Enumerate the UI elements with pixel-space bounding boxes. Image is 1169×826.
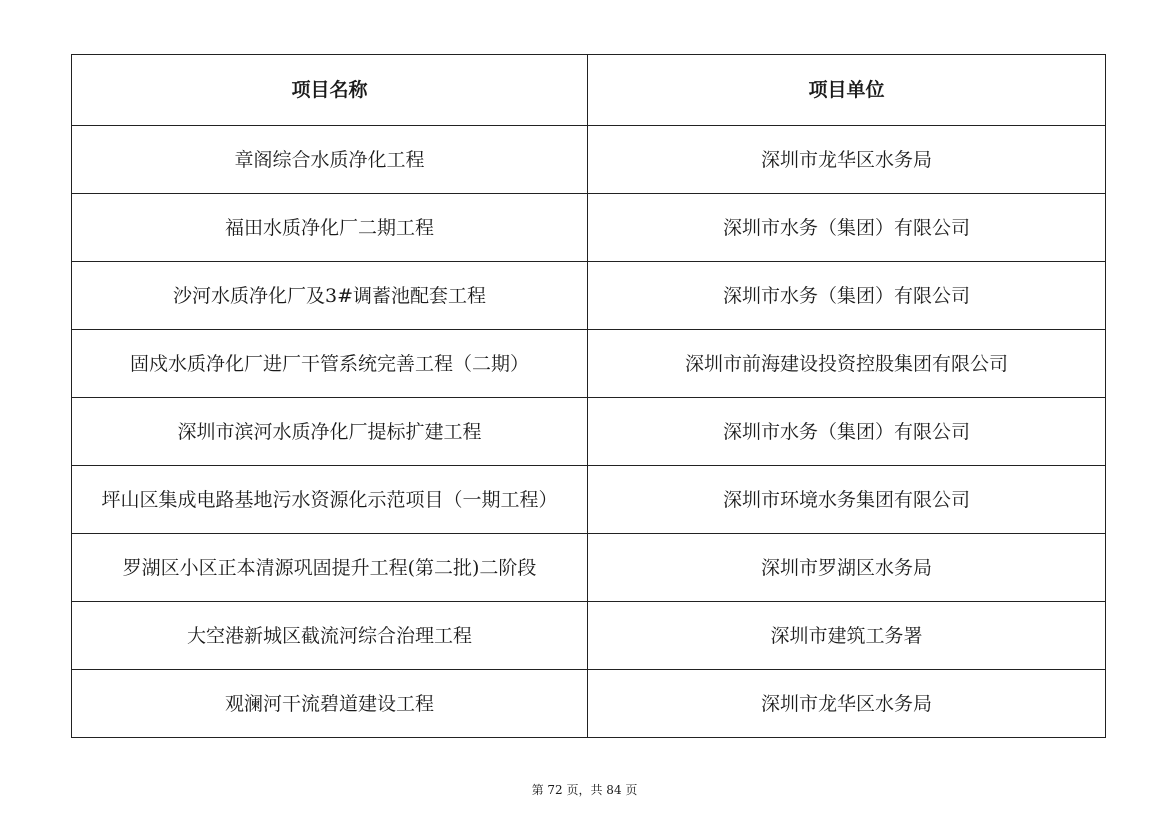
column-header-project-name: 项目名称 <box>72 55 588 126</box>
project-name-cell: 罗湖区小区正本清源巩固提升工程(第二批)二阶段 <box>72 534 588 602</box>
table-row <box>72 534 1106 602</box>
project-unit-cell: 深圳市水务（集团）有限公司 <box>588 262 1106 330</box>
project-unit-cell: 深圳市罗湖区水务局 <box>588 534 1106 602</box>
table-row <box>72 126 1106 194</box>
table-row <box>72 466 1106 534</box>
table-row <box>72 194 1106 262</box>
table-row <box>72 330 1106 398</box>
project-name-cell: 福田水质净化厂二期工程 <box>72 194 588 262</box>
project-name-cell: 观澜河干流碧道建设工程 <box>72 670 588 738</box>
table-row <box>72 398 1106 466</box>
project-unit-cell: 深圳市龙华区水务局 <box>588 670 1106 738</box>
project-name-cell: 固戍水质净化厂进厂干管系统完善工程（二期） <box>72 330 588 398</box>
project-name-cell: 坪山区集成电路基地污水资源化示范项目（一期工程） <box>72 466 588 534</box>
project-unit-cell: 深圳市建筑工务署 <box>588 602 1106 670</box>
project-table <box>71 54 1106 738</box>
project-unit-cell: 深圳市环境水务集团有限公司 <box>588 466 1106 534</box>
table-header-row <box>72 55 1106 126</box>
project-unit-cell: 深圳市前海建设投资控股集团有限公司 <box>588 330 1106 398</box>
project-unit-cell: 深圳市龙华区水务局 <box>588 126 1106 194</box>
project-name-cell: 章阁综合水质净化工程 <box>72 126 588 194</box>
table-row <box>72 602 1106 670</box>
table-row <box>72 670 1106 738</box>
page-number-footer: 第 72 页，共 84 页 <box>531 783 638 797</box>
table-row <box>72 262 1106 330</box>
project-name-cell: 沙河水质净化厂及3#调蓄池配套工程 <box>72 262 588 330</box>
project-name-cell: 大空港新城区截流河综合治理工程 <box>72 602 588 670</box>
column-header-project-unit: 项目单位 <box>588 55 1106 126</box>
project-unit-cell: 深圳市水务（集团）有限公司 <box>588 194 1106 262</box>
project-name-cell: 深圳市滨河水质净化厂提标扩建工程 <box>72 398 588 466</box>
project-unit-cell: 深圳市水务（集团）有限公司 <box>588 398 1106 466</box>
